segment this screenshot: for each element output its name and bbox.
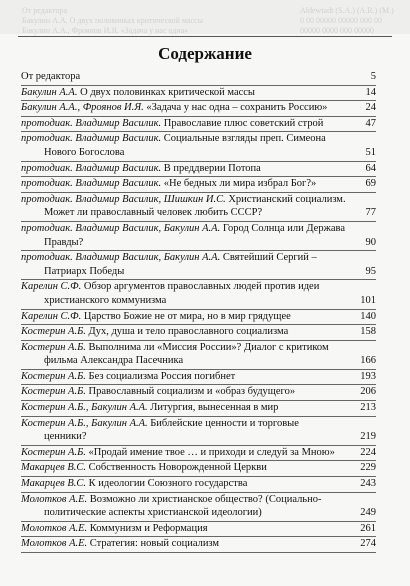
bleed-through-text-right	[300, 6, 405, 36]
toc-entry	[21, 417, 376, 446]
bleed-through-text-left	[22, 6, 272, 36]
toc-entry-title: Возможно ли христианское общество? (Социально-	[87, 493, 322, 505]
toc-entry	[21, 132, 376, 161]
toc-entry	[21, 310, 376, 326]
toc-entry-title: О двух половинках критической массы	[77, 86, 255, 98]
toc-entry-author: Бакулин А.А.	[21, 86, 78, 98]
toc-entry	[21, 222, 376, 251]
toc-entry-author: Молотков А.Е.	[21, 522, 88, 534]
toc-entry-title: «Задача у нас одна – сохранить Россию»	[143, 102, 328, 114]
bleed-line: Бакулин А.А., Фроянов И.Я. «Задача у нас одна»	[22, 26, 189, 35]
toc-page-number: 95	[365, 265, 376, 277]
toc-entry-title: Библейские ценности и торговые	[147, 417, 299, 429]
toc-entry-title: Царство Божие не от мира, но в мир грядущее	[81, 310, 291, 322]
toc-entry-text	[21, 251, 376, 265]
table-of-contents	[21, 70, 376, 553]
toc-entry-text	[21, 417, 376, 431]
toc-entry-line	[21, 354, 376, 368]
toc-entry-title: Православие плюс советский строй	[161, 117, 324, 129]
toc-entry-line	[21, 177, 376, 191]
toc-page-number: 5	[370, 71, 376, 82]
toc-entry-line	[21, 101, 376, 115]
bleed-line: От редактора	[22, 6, 68, 15]
bleed-line: Aldewtadt (S.A.) (A.R.) (M.)	[300, 6, 394, 15]
toc-entry-author: Бакулин А.А., Фроянов И.Я.	[21, 102, 144, 114]
toc-entry	[21, 446, 376, 462]
toc-entry-title: Стратегия: новый социализм	[87, 538, 220, 550]
toc-page-number: 243	[360, 478, 376, 490]
toc-entry-line	[21, 417, 376, 431]
toc-entry-author: Макарцев В.С.	[21, 478, 87, 490]
toc-entry-text	[21, 430, 356, 444]
toc-entry-line	[21, 446, 376, 460]
toc-page-number: 69	[365, 178, 376, 190]
toc-entry-title: От редактора	[21, 71, 81, 82]
toc-entry-line	[21, 86, 376, 100]
toc-entry-author: Карелин С.Ф.	[21, 310, 82, 322]
toc-page-number: 274	[360, 538, 376, 550]
toc-entry-text	[21, 101, 362, 115]
toc-entry-title: Литургия, вынесенная в мир	[147, 402, 279, 414]
toc-page-number: 140	[360, 310, 376, 322]
toc-entry-text	[21, 117, 362, 131]
toc-entry-title: ценники?	[44, 431, 87, 443]
toc-entry-line	[21, 325, 376, 339]
toc-entry	[21, 477, 376, 493]
toc-entry-line	[21, 506, 376, 520]
toc-entry-line	[21, 294, 376, 308]
toc-entry-text	[21, 446, 356, 460]
toc-entry-text	[21, 206, 362, 220]
toc-entry	[21, 162, 376, 178]
toc-entry-text	[21, 177, 362, 191]
toc-page-number: 261	[360, 522, 376, 534]
toc-entry	[21, 177, 376, 193]
toc-entry-text	[21, 265, 362, 279]
toc-entry-text	[21, 310, 356, 324]
toc-entry-text	[21, 236, 362, 250]
toc-entry-title: Правды?	[44, 236, 84, 248]
toc-entry-text	[21, 132, 376, 146]
toc-page-number: 24	[365, 102, 376, 114]
toc-entry-title: Собственность Новорожденной Церкви	[86, 462, 267, 474]
toc-entry-author: Костерин А.Б.	[21, 386, 86, 398]
toc-entry-author: протодиак. Владимир Василик, Бакулин А.А.	[21, 222, 221, 234]
toc-entry-line	[21, 236, 376, 250]
toc-entry-text	[21, 537, 356, 551]
bleed-line: 00000 0000 000 00000	[300, 26, 374, 35]
toc-entry-text	[21, 354, 356, 368]
toc-entry-line	[21, 477, 376, 491]
toc-page-number: 229	[360, 462, 376, 474]
toc-entry-title: политические аспекты христианской идеологии)	[44, 507, 262, 519]
toc-entry-line	[21, 265, 376, 279]
toc-entry-line	[21, 117, 376, 131]
toc-page-number: 64	[365, 162, 376, 174]
toc-entry	[21, 325, 376, 341]
toc-entry	[21, 193, 376, 222]
toc-entry	[21, 461, 376, 477]
toc-entry-line	[21, 222, 376, 236]
toc-entry-author: Костерин А.Б., Бакулин А.А.	[21, 402, 148, 414]
toc-entry-text	[21, 222, 376, 236]
toc-entry-text	[21, 162, 362, 176]
toc-entry-line	[21, 537, 376, 551]
toc-entry-text	[21, 477, 356, 491]
toc-page-number: 90	[365, 236, 376, 248]
toc-entry-line	[21, 280, 376, 294]
toc-entry-text	[21, 280, 376, 294]
page-title: Содержание	[158, 44, 252, 63]
toc-entry-title: В преддверии Потопа	[161, 162, 261, 174]
toc-entry-author: Костерин А.Б.	[21, 446, 86, 458]
toc-entry-title: Православный социализм и «образ будущего»	[85, 386, 296, 398]
toc-page-number: 219	[360, 431, 376, 443]
toc-page-number: 101	[360, 294, 376, 306]
toc-entry-text	[21, 70, 367, 84]
toc-entry-title: Выполнима ли «Миссия России»? Диалог с критиком	[85, 341, 329, 353]
toc-entry-line	[21, 132, 376, 146]
toc-entry-line	[21, 146, 376, 160]
toc-entry-author: Костерин А.Б.	[21, 326, 86, 338]
toc-page-number: 249	[360, 507, 376, 519]
toc-entry-text	[21, 294, 356, 308]
toc-entry-author: протодиак. Владимир Василик.	[21, 133, 162, 145]
toc-entry-author: Макарцев В.С.	[21, 462, 87, 474]
previous-page-strip	[0, 0, 410, 34]
toc-entry-text	[21, 522, 356, 536]
toc-entry-title: Нового Богослова	[44, 146, 125, 158]
toc-entry-text	[21, 385, 356, 399]
toc-entry-text	[21, 461, 356, 475]
toc-entry	[21, 117, 376, 133]
bleed-line: Бакулин А.А. О двух половинках критической массы	[22, 16, 203, 25]
toc-entry-author: протодиак. Владимир Василик.	[21, 162, 162, 174]
page-edge-rule	[18, 36, 392, 37]
toc-entry	[21, 341, 376, 370]
toc-entry-line	[21, 493, 376, 507]
toc-entry	[21, 401, 376, 417]
toc-entry	[21, 280, 376, 309]
toc-entry-text	[21, 193, 376, 207]
toc-entry-line	[21, 341, 376, 355]
toc-entry-author: Карелин С.Ф.	[21, 281, 82, 293]
toc-entry-text	[21, 86, 362, 100]
toc-entry-author: протодиак. Владимир Василик, Бакулин А.А.	[21, 252, 221, 264]
toc-entry-line	[21, 461, 376, 475]
toc-page-number: 47	[365, 117, 376, 129]
toc-entry-author: протодиак. Владимир Василик.	[21, 178, 162, 190]
toc-entry-text	[21, 370, 356, 384]
toc-entry-line	[21, 310, 376, 324]
toc-entry-title: Святейший Сергий –	[220, 252, 317, 264]
toc-entry-line	[21, 251, 376, 265]
toc-entry-line	[21, 522, 376, 536]
toc-entry-author: протодиак. Владимир Василик, Шишкин И.С.	[21, 193, 226, 205]
toc-entry-line	[21, 430, 376, 444]
toc-entry-title: Коммунизм и Реформация	[87, 522, 208, 534]
toc-entry-title: «Не бедных ли мира избрал Бог?»	[161, 178, 317, 190]
toc-entry	[21, 537, 376, 553]
toc-entry-text	[21, 341, 376, 355]
toc-page-number: 77	[365, 207, 376, 219]
toc-entry-line	[21, 401, 376, 415]
toc-entry	[21, 370, 376, 386]
toc-page-number: 193	[360, 370, 376, 382]
toc-entry-title: «Продай имение твое … и приходи и следуй за Мною»	[85, 446, 335, 458]
toc-entry-title: Без социализма Россия погибнет	[85, 370, 236, 382]
toc-page-number: 213	[360, 402, 376, 414]
toc-entry	[21, 522, 376, 538]
toc-entry-title: К идеологии Союзного государства	[86, 478, 248, 490]
toc-entry	[21, 251, 376, 280]
toc-entry-line	[21, 385, 376, 399]
toc-entry-line	[21, 370, 376, 384]
toc-page-number: 51	[365, 146, 376, 158]
toc-entry-author: Костерин А.Б.	[21, 370, 86, 382]
toc-entry-title: Может ли православный человек любить СССР?	[44, 207, 263, 219]
toc-entry	[21, 86, 376, 102]
toc-entry-title: Христианский социализм.	[225, 193, 346, 205]
bleed-line: 0 00 00000 00000 000 00	[300, 16, 382, 25]
toc-entry-text	[21, 325, 356, 339]
toc-entry-line	[21, 70, 376, 84]
toc-entry-author: Костерин А.Б.	[21, 341, 86, 353]
toc-entry-author: Молотков А.Е.	[21, 538, 88, 550]
toc-entry-title: Город Солнца или Держава	[220, 222, 345, 234]
toc-entry-title: фильма Александра Пасечника	[44, 355, 184, 367]
toc-entry	[21, 493, 376, 522]
toc-entry	[21, 101, 376, 117]
toc-entry-author: протодиак. Владимир Василик.	[21, 117, 162, 129]
toc-entry-line	[21, 193, 376, 207]
toc-entry-author: Молотков А.Е.	[21, 493, 88, 505]
toc-entry-text	[21, 401, 356, 415]
toc-page-number: 224	[360, 446, 376, 458]
toc-page-number: 158	[360, 326, 376, 338]
toc-entry-author: Костерин А.Б., Бакулин А.А.	[21, 417, 148, 429]
toc-entry-title: христианского коммунизма	[44, 294, 167, 306]
toc-entry-line	[21, 206, 376, 220]
toc-entry-line	[21, 162, 376, 176]
toc-entry-title: Дух, душа и тело православного социализма	[85, 326, 289, 338]
toc-page-number: 14	[365, 86, 376, 98]
toc-entry-title: Обзор аргументов православных людей против идеи	[81, 281, 320, 293]
toc-page-number: 166	[360, 355, 376, 367]
toc-entry-text	[21, 146, 362, 160]
toc-entry-text	[21, 506, 356, 520]
toc-page-number: 206	[360, 386, 376, 398]
toc-entry-text	[21, 493, 376, 507]
toc-entry	[21, 385, 376, 401]
toc-entry-title: Социальные взгляды преп. Симеона	[161, 133, 326, 145]
toc-entry	[21, 70, 376, 86]
toc-entry-title: Патриарх Победы	[44, 265, 125, 277]
